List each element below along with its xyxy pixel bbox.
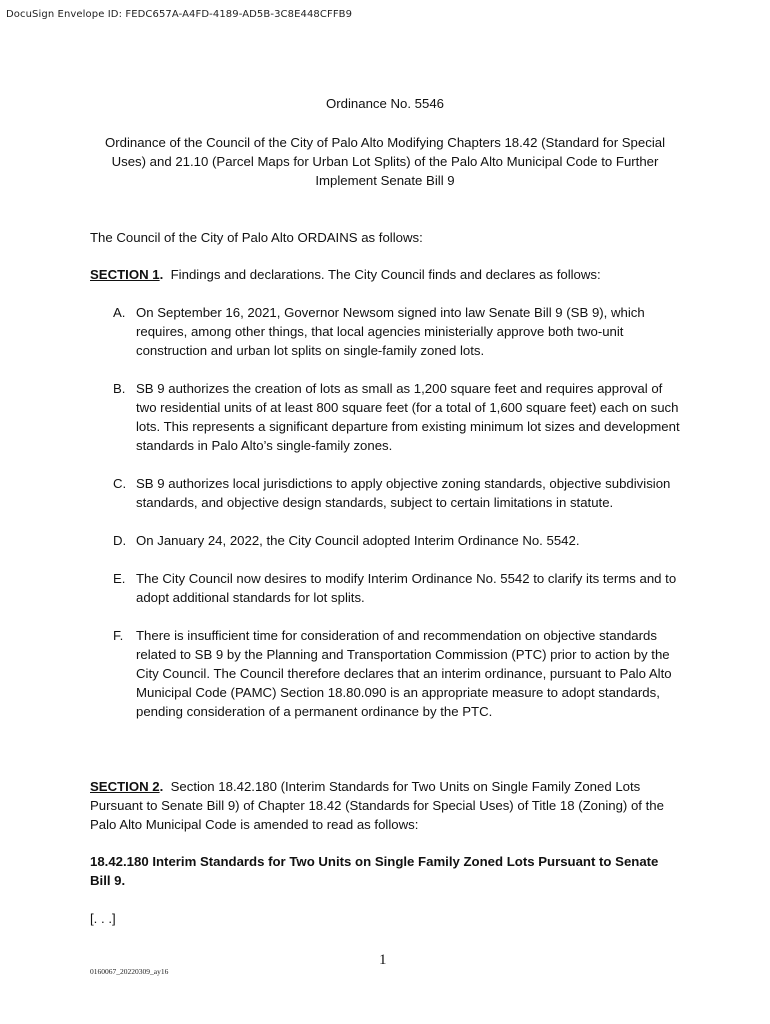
page-number: 1 xyxy=(379,952,387,968)
item-marker: A. xyxy=(113,305,126,320)
ordains-line: The Council of the City of Palo Alto ORDAINS as follows: xyxy=(90,230,423,245)
section-1-text: Findings and declarations. The City Council finds and declares as follows: xyxy=(170,267,601,282)
item-text: The City Council now desires to modify Interim Ordinance No. 5542 to clarify its terms and to adopt additional standards for lot splits. xyxy=(136,571,677,605)
section-2-paragraph: SECTION 2. Section 18.42.180 (Interim Standards for Two Units on Single Family Zoned Lots Pursuant to Senate Bill 9) of Chapter 18.42 (Standards for Special Uses) of Title 18 (Zoning) of the Palo Alto Municipal Code is amended to read as follows: xyxy=(90,779,664,832)
item-text: On January 24, 2022, the City Council adopted Interim Ordinance No. 5542. xyxy=(136,533,580,548)
item-text: SB 9 authorizes local jurisdictions to apply objective zoning standards, objective subdivision standards, and objective design standards, subject to certain limitations in statute. xyxy=(136,476,671,510)
section-2-label: SECTION 2 xyxy=(90,779,160,794)
list-item xyxy=(90,569,680,607)
section-1-label: SECTION 1 xyxy=(90,267,160,282)
findings-list xyxy=(90,303,680,740)
code-section-heading: 18.42.180 Interim Standards for Two Units on Single Family Zoned Lots Pursuant to Senate Bill 9. xyxy=(90,854,659,888)
item-marker: D. xyxy=(113,533,127,548)
item-text: SB 9 authorizes the creation of lots as small as 1,200 square feet and requires approval of two residential units of at least 800 square feet (for a total of 1,600 square feet) each on such lots. This represents a significant departure from existing minimum lot sizes and development standards in Palo Alto’s single-family zones. xyxy=(136,381,680,453)
section-1-heading: SECTION 1. Findings and declarations. The City Council finds and declares as follows: xyxy=(90,267,601,282)
section-2-text: Section 18.42.180 (Interim Standards for Two Units on Single Family Zoned Lots Pursuant to Senate Bill 9) of Chapter 18.42 (Standards for Special Uses) of Title 18 (Zoning) of the Palo Alto Municipal Code is amended to read as follows: xyxy=(90,779,664,832)
item-marker: F. xyxy=(113,628,124,643)
list-item xyxy=(90,531,680,550)
ordinance-title: Ordinance of the Council of the City of Palo Alto Modifying Chapters 18.42 (Standard for Special Uses) and 21.10 (Parcel Maps for Urban Lot Splits) of the Palo Alto Municipal Code to Further Implement Senate Bill 9 xyxy=(104,135,666,188)
item-text: There is insufficient time for consideration of and recommendation on objective standards related to SB 9 by the Planning and Transportation Commission (PTC) prior to action by the City Council. The Council therefore declares that an interim ordinance, pursuant to Palo Alto Municipal Code (PAMC) Section 18.80.090 is an appropriate measure to adopt standards, pending consideration of a permanent ordinance by the PTC. xyxy=(136,628,672,719)
omission-marker: [. . .] xyxy=(90,911,116,926)
footer-document-code: 0160067_20220309_ay16 xyxy=(90,967,169,976)
item-marker: B. xyxy=(113,381,126,396)
list-item xyxy=(90,626,680,721)
ordinance-number: Ordinance No. 5546 xyxy=(325,96,445,111)
item-text: On September 16, 2021, Governor Newsom signed into law Senate Bill 9 (SB 9), which requires, among other things, that local agencies ministerially approve both two-unit construction and urban lot splits on single-family zoned lots. xyxy=(136,305,645,358)
list-item xyxy=(90,379,680,455)
item-marker: C. xyxy=(113,476,127,491)
list-item xyxy=(90,303,680,360)
item-marker: E. xyxy=(113,571,126,586)
docusign-envelope-id: DocuSign Envelope ID: FEDC657A-A4FD-4189-AD5B-3C8E448CFFB9 xyxy=(6,9,353,20)
list-item xyxy=(90,474,680,512)
